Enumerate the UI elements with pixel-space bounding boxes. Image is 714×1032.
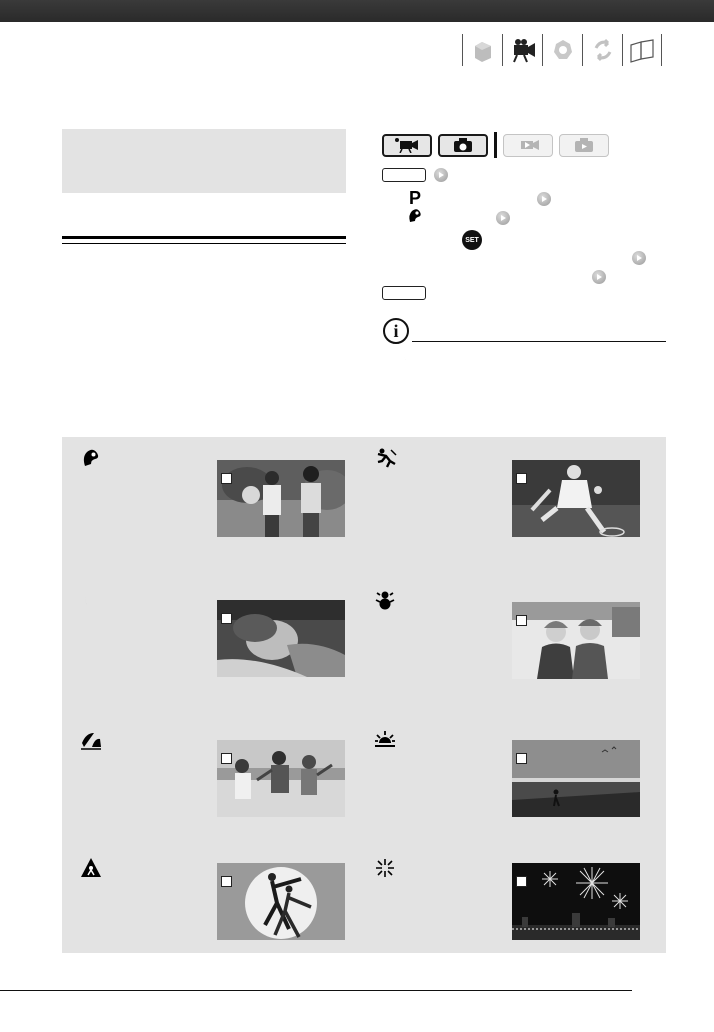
couple-in-snow-photo (512, 602, 640, 679)
info-icon: i (383, 318, 409, 344)
children-with-flowers-photo (217, 460, 345, 537)
func-button[interactable] (382, 168, 426, 182)
fireworks-icon (374, 857, 396, 879)
set-button[interactable]: SET (462, 230, 482, 250)
movie-camera-icon (508, 36, 538, 64)
notes-rule (412, 341, 666, 342)
step-arrow-icon (496, 211, 510, 225)
note-box (62, 129, 346, 193)
scene-badge (516, 473, 527, 484)
scene-badge (516, 615, 527, 626)
sports-icon (376, 447, 398, 469)
func-button[interactable] (382, 286, 426, 300)
tennis-player-photo (512, 460, 640, 537)
footer-rule (0, 990, 632, 991)
scene-badge (221, 753, 232, 764)
mode-movie-playback (503, 134, 553, 157)
mode-divider (494, 132, 497, 158)
fireworks-over-city-photo (512, 863, 640, 940)
nav-recorder[interactable] (462, 34, 502, 66)
portrait-icon (406, 207, 424, 225)
sleeping-child-photo (217, 600, 345, 677)
nav-connections[interactable] (582, 34, 622, 66)
mode-photo-playback (559, 134, 609, 157)
movie-playback-icon (515, 137, 541, 153)
step-arrow-icon (537, 192, 551, 206)
mode-photo-record (438, 134, 488, 157)
scene-badge (221, 876, 232, 887)
step-arrow-icon (434, 168, 448, 182)
section-nav (462, 34, 662, 66)
nav-photo[interactable] (542, 34, 582, 66)
mode-movie-record (382, 134, 432, 157)
nav-manual[interactable] (622, 34, 662, 66)
camera-icon (452, 137, 474, 153)
night-icon (80, 589, 102, 611)
operating-modes (382, 132, 615, 158)
beach-icon (80, 729, 102, 751)
external-connections-icon (588, 36, 618, 64)
portrait-icon (80, 447, 102, 469)
spotlight-icon (80, 857, 102, 879)
section-heading-rule (62, 236, 346, 244)
family-on-beach-photo (217, 740, 345, 817)
scene-badge (221, 473, 232, 484)
scene-modes-panel (62, 437, 666, 953)
scene-badge (516, 753, 527, 764)
night-icon (402, 350, 416, 364)
sunset-icon (374, 729, 396, 751)
top-bar (0, 0, 714, 22)
sunset-walker-photo (512, 740, 640, 817)
book-icon (627, 36, 657, 64)
snow-icon (374, 589, 396, 611)
scene-badge (221, 613, 232, 624)
photo-playback-icon (573, 137, 595, 153)
dancers-in-spotlight-photo (217, 863, 345, 940)
nav-movie[interactable] (502, 34, 542, 66)
step-arrow-icon (632, 251, 646, 265)
recorder-icon (468, 36, 498, 64)
movie-camera-icon (394, 137, 420, 153)
scene-badge (516, 876, 527, 887)
program-glyph: P (409, 188, 422, 208)
step-arrow-icon (592, 270, 606, 284)
photo-camera-icon (548, 36, 578, 64)
